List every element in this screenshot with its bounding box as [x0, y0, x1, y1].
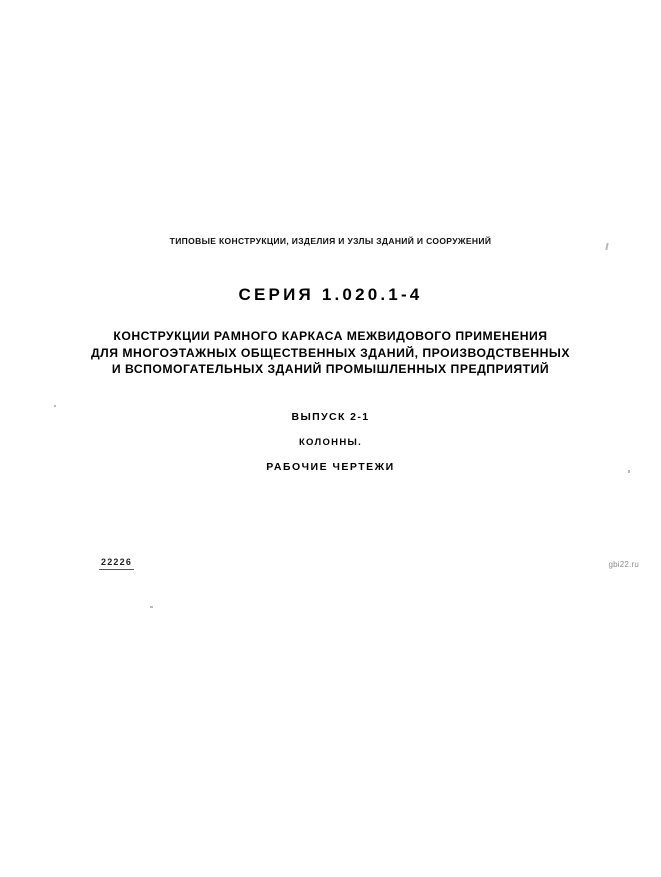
- header-note: ТИПОВЫЕ КОНСТРУКЦИИ, ИЗДЕЛИЯ И УЗЛЫ ЗДАНИЙ И СООРУЖЕНИЙ: [169, 236, 492, 246]
- title-line-1: КОНСТРУКЦИИ РАМНОГО КАРКАСА МЕЖВИДОВОГО ПРИМЕНЕНИЯ: [113, 329, 548, 343]
- watermark-text: gbi22.ru: [608, 560, 639, 569]
- scan-speck: [54, 405, 56, 407]
- scan-speck: [150, 606, 153, 608]
- title-line-2: ДЛЯ МНОГОЭТАЖНЫХ ОБЩЕСТВЕННЫХ ЗДАНИЙ, ПРОИЗВОДСТВЕННЫХ: [90, 345, 570, 360]
- subject-label: КОЛОННЫ.: [298, 437, 363, 448]
- series-label: СЕРИЯ 1.020.1-4: [238, 285, 423, 304]
- document-kind-label: РАБОЧИЕ ЧЕРТЕЖИ: [266, 461, 395, 473]
- inventory-stamp: 22226: [99, 557, 134, 570]
- title-line-3: И ВСПОМОГАТЕЛЬНЫХ ЗДАНИЙ ПРОМЫШЛЕННЫХ ПРЕДПРИЯТИЙ: [111, 362, 550, 376]
- document-title: [0, 328, 661, 378]
- issue-label: ВЫПУСК 2-1: [291, 411, 370, 423]
